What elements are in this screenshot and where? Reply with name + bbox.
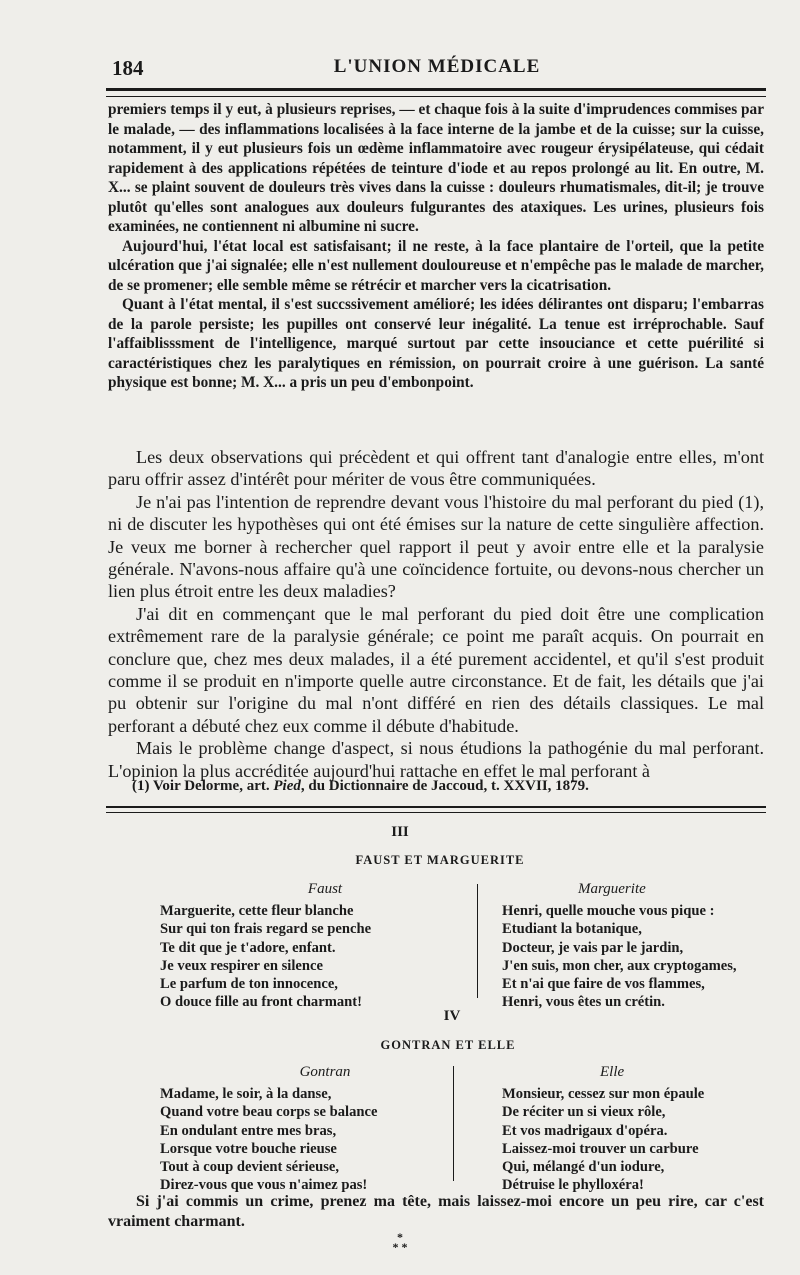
poem-faust [160, 880, 490, 1011]
verse-line: De réciter un si vieux rôle, [502, 1104, 666, 1121]
verse-line: Etudiant la botanique, [502, 921, 642, 938]
poem-marguerite [502, 880, 772, 1011]
footnote [132, 778, 752, 795]
verse-line: Sur qui ton frais regard se penche [160, 921, 372, 938]
verse-line: Henri, quelle mouche vous pique : [502, 903, 715, 920]
section-title-4: GONTRAN ET ELLE [380, 1038, 516, 1052]
section-rule [106, 806, 766, 813]
verse-line: Henri, vous êtes un crétin. [502, 994, 665, 1011]
section-title-3: FAUST ET MARGUERITE [355, 853, 525, 867]
verse-line: Docteur, je vais par le jardin, [502, 939, 684, 956]
paragraph: Si j'ai commis un crime, prenez ma tête, mais laissez-moi encore un peu rire, car c'est vraiment charmant. [108, 1193, 764, 1230]
page-number: 184 [112, 56, 144, 80]
paragraph: J'ai dit en commençant que le mal perforant du pied doit être une complication extrêmement rare de la paralysie générale; ce point me paraît acquis. On pourrait en conclure que, chez mes deux malades, il a été purement accidentel, et qu'il s'est produit comme il se produit en n'importe quelle autre circonstance. Et de fait, les détails que j'ai pu obtenir sur l'origine du mal n'ont différé en rien des détails classiques. Le mal perforant a débuté chez eux comme il débute d'habitude. [108, 603, 764, 736]
verse-line: Madame, le soir, à la danse, [160, 1086, 332, 1103]
footnote-italic: Pied [273, 778, 301, 794]
verse-line: Je veux respirer en silence [160, 957, 323, 974]
poem-elle [502, 1063, 772, 1194]
verse-line: Direz-vous que vous n'aimez pas! [160, 1177, 368, 1194]
asterism [380, 1232, 420, 1252]
verse-line: Lorsque votre bouche rieuse [160, 1140, 337, 1157]
case-report-continuation [108, 100, 764, 393]
paragraph: Je n'ai pas l'intention de reprendre devant vous l'histoire du mal perforant du pied (1), ni de discuter les hypothèses qui ont été émises sur la nature de cette singulière affection. Je veux me borner à rechercher quel rapport il peut y avoir entre elle et la paralysie générale. N'avons-nous affaire qu'à une coïncidence fortuite, ou devons-nous chercher un lien plus étroit entre les deux maladies? [108, 491, 764, 602]
section-number-4: IV [443, 1008, 461, 1024]
verse-line: J'en suis, mon cher, aux cryptogames, [502, 957, 737, 974]
closing-remark [108, 1192, 764, 1232]
poem-gontran [160, 1063, 490, 1194]
paragraph: Mais le problème change d'aspect, si nous étudions la pathogénie du mal perforant. L'opinion la plus accréditée aujourd'hui rattache en effet le mal perforant à [108, 738, 764, 781]
speaker-elle: Elle [600, 1064, 625, 1080]
verse-line: Et n'ai que faire de vos flammes, [502, 976, 705, 993]
verse-line: Marguerite, cette fleur blanche [160, 903, 354, 920]
verse-line: Monsieur, cessez sur mon épaule [502, 1086, 705, 1103]
paragraph: Les deux observations qui précèdent et qui offrent tant d'analogie entre elles, m'ont paru offrir assez d'intérêt pour mériter de vous être communiquées. [108, 447, 764, 490]
verse-line: Tout à coup devient sérieuse, [160, 1159, 340, 1176]
verse-line: Quand votre beau corps se balance [160, 1104, 378, 1121]
footnote-suffix: , du Dictionnaire de Jaccoud, t. XXVII, 1879. [300, 778, 589, 794]
column-divider [453, 1066, 454, 1181]
footnote-prefix: (1) Voir Delorme, art. [132, 778, 274, 794]
page-header [112, 56, 762, 84]
discussion-text [108, 446, 764, 782]
speaker-gontran: Gontran [299, 1064, 351, 1080]
header-rule [106, 88, 766, 97]
paragraph: Aujourd'hui, l'état local est satisfaisant; il ne reste, à la face plantaire de l'orteil, que la petite ulcération que j'ai signalée; elle n'est nullement douloureuse et n'empêche pas le malade de marcher, de se promener; elle semble même se rétrécir et marcher vers la cicatrisation. [108, 237, 764, 294]
asterism-top: * [397, 1230, 403, 1244]
verse-line: Détruise le phylloxéra! [502, 1177, 644, 1194]
running-title: L'UNION MÉDICALE [333, 56, 541, 77]
speaker-marguerite: Marguerite [578, 881, 646, 897]
verse-line: Le parfum de ton innocence, [160, 976, 338, 993]
verse-line: Et vos madrigaux d'opéra. [502, 1122, 668, 1139]
verse-line: En ondulant entre mes bras, [160, 1122, 337, 1139]
paragraph: Quant à l'état mental, il s'est succssivement amélioré; les idées délirantes ont disparu; l'embarras de la parole persiste; les pupilles ont conservé leur inégalité. La tenue est irréprochable. Sauf l'affaiblisssment de l'intelligence, marqué surtout par cette insouciance et cette puérilité si caractéristiques chez les paralytiques en rémission, on pourrait croire à une guérison. La santé physique est bonne; M. X... a pris un peu d'embonpoint. [108, 296, 764, 391]
verse-line: O douce fille au front charmant! [160, 994, 362, 1011]
asterism-bottom: * * [392, 1240, 408, 1254]
verse-line: Qui, mélangé d'un iodure, [502, 1159, 665, 1176]
verse-line: Laissez-moi trouver un carbure [502, 1140, 699, 1157]
verse-line: Te dit que je t'adore, enfant. [160, 939, 336, 956]
speaker-faust: Faust [307, 881, 343, 897]
section-number-3: III [391, 824, 409, 840]
column-divider [477, 884, 478, 998]
paragraph: premiers temps il y eut, à plusieurs reprises, — et chaque fois à la suite d'imprudences commises par le malade, — des inflammations localisées à la face interne de la jambe et de la cuisse; sur la cuisse, notamment, il y eut plusieurs fois un œdème inflammatoire avec rougeur érysipélateuse, qui cédait rapidement à des applications répétées de teinture d'iode et au repos prolongé au lit. En outre, M. X... se plaint souvent de douleurs très vives dans la cuisse : douleurs rhumatismales, dit-il; je trouve plutôt qu'elles sont analogues aux douleurs fulgurantes des ataxiques. Les urines, plusieurs fois examinées, ne contiennent ni albumine ni sucre. [108, 101, 764, 235]
